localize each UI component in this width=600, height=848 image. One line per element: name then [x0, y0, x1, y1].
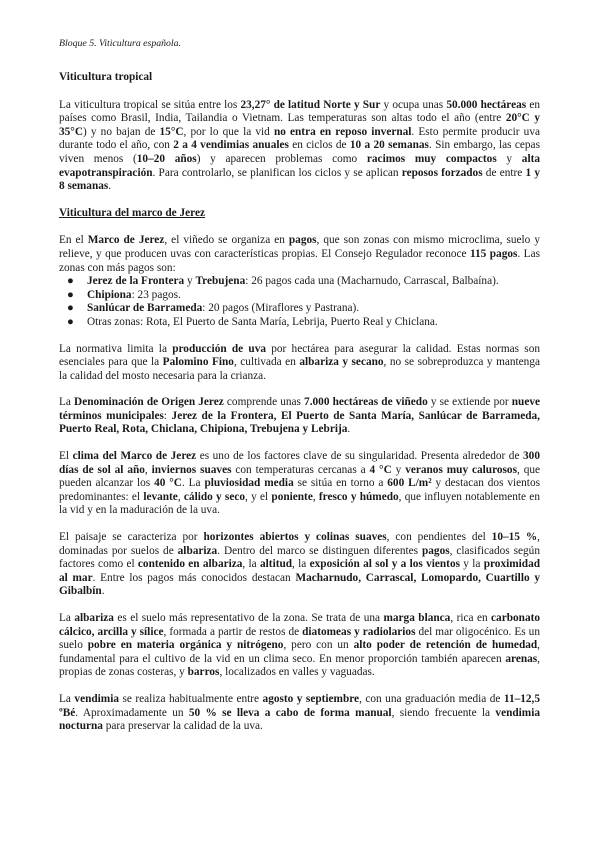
bold-text: producción de uva — [172, 342, 266, 355]
text-run: . Sin embargo, las cepas viven menos ( — [59, 139, 540, 165]
text-run: , por lo que la vid — [183, 125, 274, 138]
paragraph-pagos — [59, 234, 540, 275]
text-run: El — [59, 450, 73, 463]
text-run: , con pendientes del — [386, 531, 492, 544]
text-run: ) y aparecen problemas como — [196, 152, 367, 165]
text-run: , con una graduación media de — [359, 692, 504, 705]
text-run: es el suelo más representativo de la zona. Se trata de una — [113, 612, 384, 624]
bold-text: Sanlúcar de Barrameda — [87, 302, 203, 315]
bold-text: diatomeas y radiolarios — [302, 625, 416, 638]
bold-text: racimos muy compactos — [366, 152, 497, 165]
bullet-icon: ● — [67, 288, 74, 301]
bold-text: arenas — [505, 652, 538, 665]
bold-text: proximidad al mar — [59, 558, 540, 584]
list-item — [67, 315, 540, 330]
bold-text: inviernos suaves — [151, 463, 232, 476]
text-run: en países como Brasil, India, Tailandia o Vietnam. Las temperaturas son altas todo el año (entre — [59, 98, 540, 125]
text-run: con temperaturas cercanas a — [231, 463, 370, 476]
bullet-icon: ● — [67, 302, 74, 315]
text-run: comprende unas — [223, 396, 305, 409]
bold-text: 50 % se lleva a cabo de forma manual — [188, 706, 392, 719]
text-run: . — [108, 180, 112, 193]
bold-text: 2 a 4 vendimias anuales — [173, 139, 289, 152]
text-run: y se extiende por — [427, 396, 512, 409]
text-run: , que son zonas con mismo microclima, suelo y relieve, y que producen uvas con características propias. El Consejo Regulador reconoce — [59, 234, 540, 260]
text-run: . Para controlarlo, se planifican los ciclos y se aplican — [152, 166, 402, 179]
paragraph-clima — [59, 450, 540, 518]
list-item — [67, 302, 540, 316]
paragraph-denominacion — [59, 396, 540, 437]
paragraph-vendimia — [59, 693, 540, 734]
text-run: y la — [459, 558, 484, 571]
text-run: , no se sobreproduzca y mantenga la calidad del mosto necesaria para la crianza. — [59, 356, 540, 382]
bold-text: cálido y seco — [183, 490, 246, 503]
bold-text: pagos — [421, 544, 450, 557]
text-run: , fundamental para el cultivo de la vid en un clima seco. En menor proporción también aparecen — [59, 639, 540, 665]
bold-text: horizontes abiertos y colinas suaves — [203, 531, 387, 544]
text-run: y — [391, 463, 406, 476]
bold-text: alto poder de retención de humedad — [353, 639, 538, 652]
bold-text: 23,27° de latitud Norte y Sur — [240, 98, 381, 111]
paragraph-tropical — [59, 99, 540, 194]
bold-text: Denominación de Origen Jerez — [74, 396, 224, 409]
text-run: es uno de los factores clave de su singularidad. Presenta alrededor de — [196, 450, 524, 463]
section-title-tropical: Viticultura tropical — [59, 71, 153, 83]
bullet-icon: ● — [67, 315, 74, 328]
text-run: , clasificados según factores como el — [59, 544, 540, 571]
text-run: La normativa limita la — [59, 342, 173, 355]
text-run: . — [347, 423, 351, 436]
text-run: y — [496, 152, 522, 165]
text-run: . Las zonas con más pagos son: — [59, 247, 540, 274]
text-run: en ciclos de — [288, 139, 350, 152]
bold-text: fresco y húmedo — [318, 490, 399, 503]
text-run: . Dentro del marco se distinguen diferentes — [217, 544, 422, 557]
bold-text: poniente — [271, 490, 313, 503]
paragraph-normativa — [59, 343, 540, 384]
list-item — [67, 288, 540, 303]
text-run: , propias de zonas costeras, y — [59, 652, 540, 679]
text-run: de entre — [482, 166, 526, 179]
bold-text: clima del Marco de Jerez — [72, 450, 197, 463]
text-run: , la — [292, 558, 310, 571]
bold-text: Trebujena — [195, 275, 246, 288]
bold-text: 50.000 hectáreas — [446, 98, 527, 111]
bold-text: Chipiona — [87, 288, 132, 301]
text-run: : 20 pagos (Miraflores y Pastrana). — [202, 302, 360, 315]
bold-text: pluviosidad media — [204, 477, 294, 490]
text-run: y ocupa unas — [380, 98, 447, 111]
text-run: , pero con un — [283, 639, 354, 652]
bold-text: veranos muy calurosos — [405, 463, 517, 476]
bold-text: pobre en materia orgánica y nitrógeno — [87, 639, 284, 652]
bold-text: albariza — [177, 544, 218, 557]
text-run: , formada a partir de restos de — [163, 625, 303, 638]
text-run: , la — [242, 558, 261, 571]
text-run: , — [312, 490, 319, 503]
bold-text: 40 °C — [154, 477, 182, 490]
bold-text: alta evapotranspiración — [59, 152, 540, 179]
bold-text: pagos — [288, 234, 317, 247]
bullet-icon: ● — [67, 275, 74, 288]
bold-text: 1 y 8 semanas — [59, 166, 540, 193]
text-run: ) y no bajan de — [82, 125, 160, 138]
bold-text: 10 a 20 semanas — [349, 139, 429, 152]
paragraph-albariza — [59, 612, 540, 680]
bold-text: no entra en reposo invernal — [273, 125, 412, 138]
list-item — [67, 275, 540, 289]
text-run: , dominadas por suelos de — [59, 531, 540, 557]
bold-text: 300 días de sol al año — [59, 450, 540, 476]
bold-text: albariza y secano — [299, 356, 384, 369]
text-run: , rica en — [450, 612, 492, 624]
bold-text: 10–15 % — [491, 531, 538, 544]
text-run: La — [59, 612, 75, 624]
text-run: por hectárea para asegurar la calidad. Estas normas son esenciales para que la — [59, 342, 540, 369]
text-run: Otras zonas: Rota, El Puerto de Santa María, Lebrija, Puerto Real y Chiclana. — [87, 315, 438, 328]
bold-text: 11–12,5 ºBé — [59, 692, 541, 719]
text-run: , siendo frecuente la — [391, 706, 496, 719]
text-run: , — [144, 463, 152, 476]
text-run: . — [101, 585, 105, 598]
bold-text: levante — [143, 490, 178, 503]
text-run: para preservar la calidad de la uva. — [102, 720, 263, 733]
bold-text: vendimia — [74, 692, 119, 705]
text-run: La — [59, 396, 75, 409]
document-page — [59, 38, 540, 747]
running-header: Bloque 5. Viticultura española. — [59, 38, 181, 49]
bold-text: albariza — [74, 612, 114, 624]
bold-text: carbonato cálcico, arcilla y sílice — [59, 612, 540, 638]
text-run: se sitúa en torno a — [293, 477, 388, 490]
bold-text: 15°C — [159, 125, 184, 138]
bold-text: 7.000 hectáreas de viñedo — [304, 396, 428, 409]
text-run: En el — [59, 234, 88, 247]
text-run: . Entre los pagos más conocidos destacan — [92, 571, 296, 584]
text-run: . Aproximadamente un — [75, 706, 189, 719]
text-run: . La — [181, 477, 205, 490]
text-run: : 23 pagos. — [131, 288, 181, 301]
bold-text: contenido en albariza — [137, 558, 243, 571]
bold-text: marga blanca — [383, 612, 451, 624]
text-run: , el viñedo se organiza en — [164, 234, 289, 247]
text-run: del mar oligocénico. Es un suelo — [59, 625, 540, 652]
text-run: , que pueden alcanzar los — [59, 463, 541, 490]
pagos-list — [59, 275, 540, 329]
bold-text: vendimia nocturna — [59, 706, 540, 733]
bold-text: Macharnudo, Carrascal, Lomopardo, Cuartillo y Gibalbín — [59, 571, 540, 598]
text-run: , — [177, 490, 184, 503]
bold-text: 4 °C — [369, 463, 392, 476]
bold-text: reposos forzados — [401, 166, 483, 179]
text-run: se realiza habitualmente entre — [119, 692, 263, 705]
text-run: El paisaje se caracteriza por — [59, 531, 204, 544]
text-run: , cultivada en — [233, 356, 300, 369]
text-run: y destacan dos vientos predominantes: el — [59, 477, 540, 503]
bold-text: Jerez de la Frontera — [87, 275, 185, 288]
bold-text: exposición al sol y a los vientos — [309, 558, 460, 571]
bold-text: 115 pagos — [469, 247, 518, 260]
text-run: : — [163, 409, 172, 422]
text-run: La — [59, 692, 75, 705]
bold-text: 600 L/m² — [387, 477, 432, 490]
text-run: y — [184, 275, 196, 288]
bold-text: nueve términos municipales — [59, 396, 540, 422]
text-run: La viticultura tropical se sitúa entre los — [59, 98, 241, 111]
bold-text: altitud — [260, 558, 293, 571]
bold-text: barros — [187, 666, 220, 679]
paragraph-paisaje — [59, 531, 540, 599]
text-run: : 26 pagos cada una (Macharnudo, Carrascal, Balbaína). — [245, 275, 499, 288]
text-run: , y el — [245, 490, 272, 503]
bold-text: 10–20 años — [136, 152, 197, 165]
text-run: , localizados en valles y vaguadas. — [219, 666, 375, 679]
bold-text: Marco de Jerez — [87, 234, 165, 247]
bold-text: Jerez de la Frontera, El Puerto de Santa María, Sanlúcar de Barrameda, Puerto Real, Rota, Chiclana, Chipiona, Trebujena y Lebrija — [59, 409, 540, 436]
bold-text: agosto y septiembre — [262, 692, 360, 705]
bold-text: Palomino Fino — [162, 356, 234, 369]
text-run: . Esto permite producir uva durante todo el año, con — [59, 125, 540, 152]
bold-text: 20°C y 35°C — [59, 112, 540, 138]
section-title-jerez: Viticultura del marco de Jerez — [59, 206, 205, 219]
text-run: , que influyen notablemente en la vid y en la maduración de la uva. — [59, 490, 540, 517]
